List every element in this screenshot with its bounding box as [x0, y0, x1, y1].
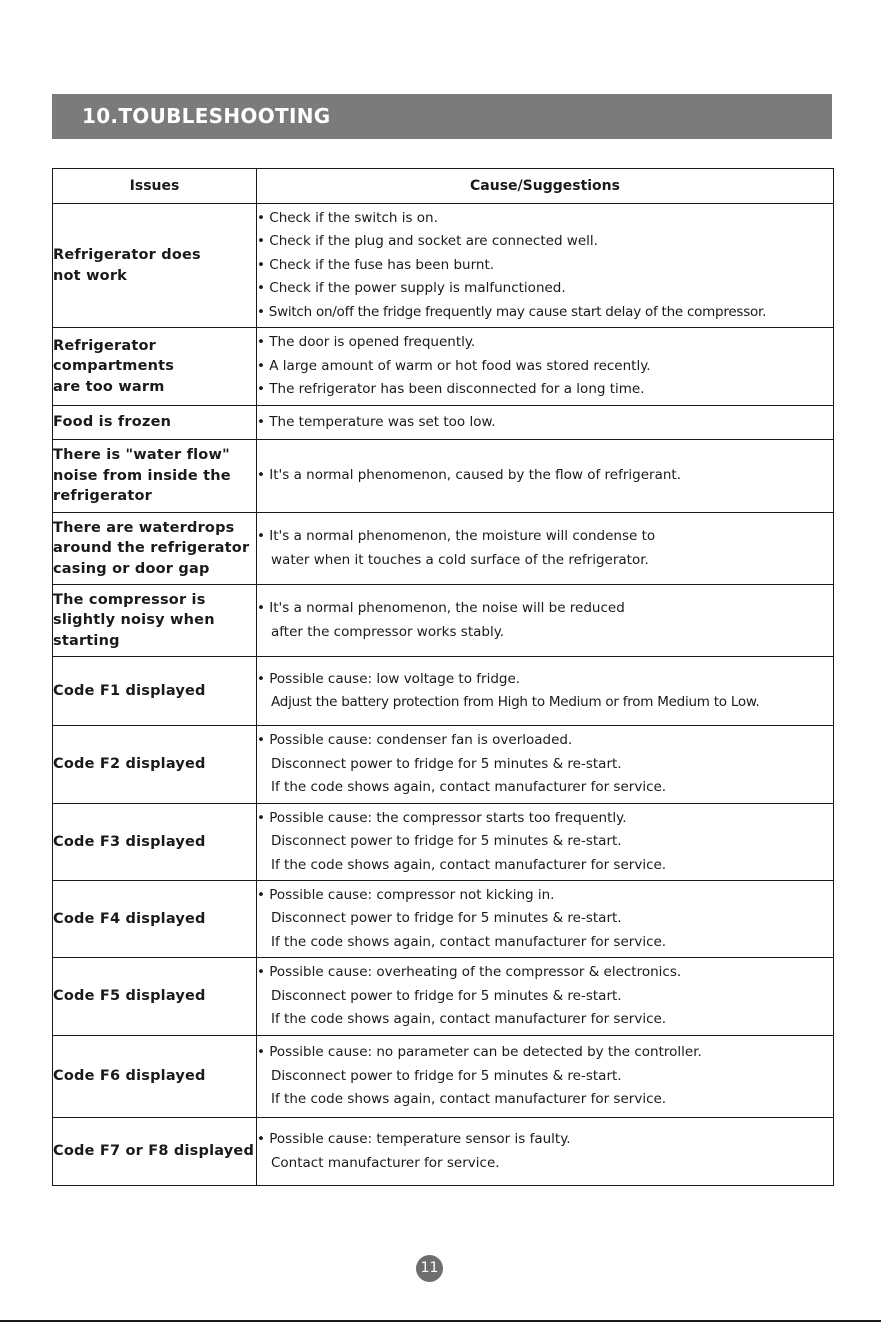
issue-line: Code F1 displayed	[53, 682, 206, 699]
cause-line: • Switch on/off the fridge frequently may cause start delay of the compressor.	[257, 301, 833, 325]
cause-line: • Possible cause: condenser fan is overloaded.	[257, 729, 833, 753]
issue-line: refrigerator	[53, 488, 153, 505]
issue-cell	[53, 881, 257, 958]
cause-line: • Possible cause: low voltage to fridge.	[257, 668, 833, 692]
issue-line: slightly noisy when	[53, 612, 215, 629]
cause-line: • Possible cause: overheating of the compressor & electronics.	[257, 961, 833, 985]
issue-line: Refrigerator	[53, 337, 157, 354]
issue-cell	[53, 958, 257, 1036]
cause-line: • The refrigerator has been disconnected for a long time.	[257, 378, 833, 402]
issue-cell	[53, 328, 257, 406]
issue-cell	[53, 726, 257, 804]
cause-line: Disconnect power to fridge for 5 minutes & re-start.	[271, 910, 622, 927]
cause-line: If the code shows again, contact manufacturer for service.	[271, 779, 667, 796]
table-row	[53, 881, 834, 958]
cause-line: Disconnect power to fridge for 5 minutes & re-start.	[271, 1067, 622, 1084]
troubleshooting-table	[52, 168, 834, 1186]
cause-line: • Possible cause: no parameter can be detected by the controller.	[257, 1041, 833, 1065]
cause-cell	[257, 328, 834, 406]
issue-cell	[53, 804, 257, 881]
cause-line: • Possible cause: compressor not kicking in.	[257, 884, 833, 908]
table-row	[53, 804, 834, 881]
cause-line: • The temperature was set too low.	[257, 411, 833, 435]
issue-cell	[53, 1118, 257, 1186]
issue-line: Refrigerator does	[53, 247, 201, 263]
issue-line: Code F6 displayed	[53, 1068, 206, 1085]
column-header-cause: Cause/Suggestions	[257, 169, 834, 204]
cause-cell	[257, 881, 834, 958]
table-row	[53, 204, 834, 328]
table-row	[53, 513, 834, 585]
table-row	[53, 958, 834, 1036]
cause-cell	[257, 726, 834, 804]
cause-cell	[257, 406, 834, 440]
issue-line: casing or door gap	[53, 560, 210, 577]
cause-cell	[257, 513, 834, 585]
issue-line: are too warm	[53, 378, 165, 395]
issue-line: Code F4 displayed	[53, 910, 206, 927]
cause-line: • A large amount of warm or hot food was stored recently.	[257, 355, 833, 379]
cause-line: If the code shows again, contact manufacturer for service.	[271, 1011, 667, 1028]
table-header-row	[53, 169, 834, 204]
cause-line: water when it touches a cold surface of the refrigerator.	[271, 551, 649, 568]
issue-line: There is "water flow"	[53, 447, 230, 464]
cause-cell	[257, 440, 834, 513]
table-row	[53, 440, 834, 513]
cause-line: Contact manufacturer for service.	[271, 1154, 500, 1171]
issue-line: Code F3 displayed	[53, 833, 206, 850]
issue-line: Code F7 or F8 displayed	[53, 1143, 255, 1160]
issue-line: around the refrigerator	[53, 540, 250, 557]
cause-line: Adjust the battery protection from High to Medium or from Medium to Low.	[271, 694, 760, 710]
cause-line: • Check if the power supply is malfunctioned.	[257, 277, 833, 301]
issue-line: Food is frozen	[53, 414, 172, 431]
cause-cell	[257, 657, 834, 726]
issue-cell	[53, 406, 257, 440]
issue-cell	[53, 440, 257, 513]
cause-line: • It's a normal phenomenon, caused by the flow of refrigerant.	[257, 464, 833, 488]
cause-cell	[257, 958, 834, 1036]
bottom-divider	[0, 1320, 881, 1322]
cause-cell	[257, 1036, 834, 1118]
section-title: 10.TOUBLESHOOTING	[82, 104, 331, 128]
table-row	[53, 726, 834, 804]
cause-line: If the code shows again, contact manufacturer for service.	[271, 856, 667, 873]
cause-cell	[257, 204, 834, 328]
cause-line: • The door is opened frequently.	[257, 331, 833, 355]
cause-line: • Possible cause: the compressor starts too frequently.	[257, 807, 833, 831]
issue-cell	[53, 204, 257, 328]
issue-line: compartments	[53, 358, 175, 375]
cause-line: Disconnect power to fridge for 5 minutes & re-start.	[271, 833, 622, 850]
cause-line: Disconnect power to fridge for 5 minutes & re-start.	[271, 987, 622, 1004]
table-row	[53, 406, 834, 440]
issue-line: Code F2 displayed	[53, 756, 206, 773]
cause-line: • Possible cause: temperature sensor is faulty.	[257, 1128, 833, 1152]
cause-line: • Check if the plug and socket are connected well.	[257, 230, 833, 254]
issue-line: The compressor is	[53, 591, 206, 608]
cause-cell	[257, 585, 834, 657]
issue-cell	[53, 585, 257, 657]
table-row	[53, 585, 834, 657]
issue-line: There are waterdrops	[53, 519, 235, 536]
cause-cell	[257, 1118, 834, 1186]
issue-line: noise from inside the	[53, 467, 231, 484]
cause-line: • Check if the fuse has been burnt.	[257, 254, 833, 278]
issue-cell	[53, 1036, 257, 1118]
cause-line: If the code shows again, contact manufacturer for service.	[271, 1091, 667, 1108]
cause-line: If the code shows again, contact manufacturer for service.	[271, 933, 667, 950]
cause-line: • It's a normal phenomenon, the noise will be reduced	[257, 597, 833, 621]
issue-cell	[53, 513, 257, 585]
table-row	[53, 1036, 834, 1118]
table-row	[53, 328, 834, 406]
cause-line: after the compressor works stably.	[271, 623, 505, 640]
cause-line: Disconnect power to fridge for 5 minutes & re-start.	[271, 755, 622, 772]
column-header-issues: Issues	[53, 169, 257, 204]
cause-line: • It's a normal phenomenon, the moisture will condense to	[257, 525, 833, 549]
page-number-badge: 11	[416, 1255, 443, 1282]
issue-cell	[53, 657, 257, 726]
issue-line: starting	[53, 632, 120, 649]
section-header-bar	[52, 94, 832, 139]
table-row	[53, 1118, 834, 1186]
table-row	[53, 657, 834, 726]
cause-line: • Check if the switch is on.	[257, 207, 833, 231]
issue-line: not work	[53, 267, 128, 284]
issue-line: Code F5 displayed	[53, 988, 206, 1005]
cause-cell	[257, 804, 834, 881]
